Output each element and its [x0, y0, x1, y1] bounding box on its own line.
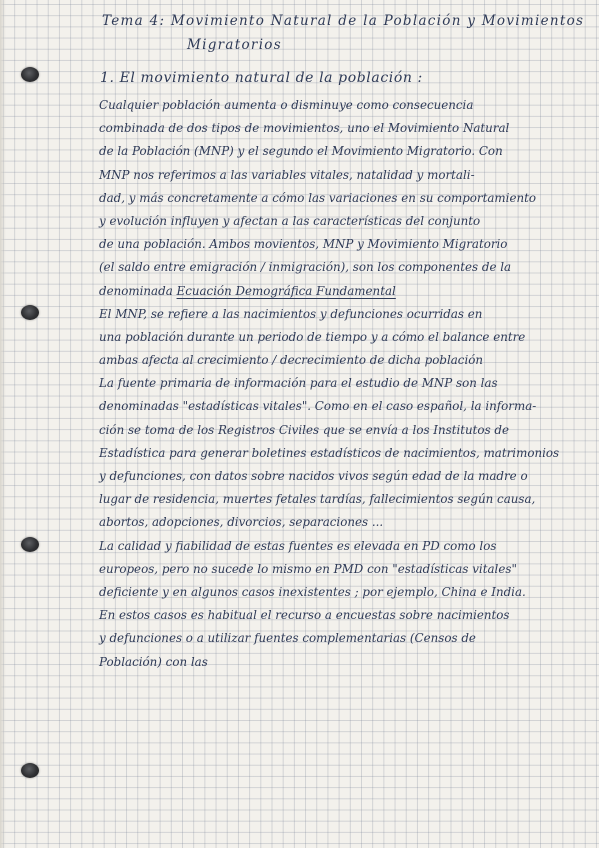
text-line: La fuente primaria de información para el estudio de MNP son las [99, 376, 498, 391]
text-line-with-term [99, 280, 593, 303]
text-line: deficiente y en algunos casos inexistentes ; por ejemplo, China e India. [99, 584, 526, 599]
binder-hole [21, 67, 39, 82]
text-line: dad, y más concretamente a cómo las variaciones en su comportamiento [99, 190, 537, 205]
text-line: En estos casos es habitual el recurso a encuestas sobre nacimientos [99, 608, 510, 623]
text-line: (el saldo entre emigración / inmigración), son los componentes de la [99, 260, 512, 275]
binder-hole [21, 537, 39, 552]
text-line: Población) con las [99, 654, 208, 669]
text-line: y defunciones, con datos sobre nacidos vivos según edad de la madre o [99, 469, 528, 483]
text-fragment: denominada [99, 283, 177, 298]
text-line: ambas afecta al crecimiento / decrecimiento de dicha población [99, 353, 484, 368]
text-line: abortos, adopciones, divorcios, separaciones ... [99, 515, 384, 530]
text-line: Cualquier población aumenta o disminuye como consecuencia [99, 98, 474, 112]
text-line: Estadística para generar boletines estadísticos de nacimientos, matrimonios [99, 445, 560, 460]
text-line: lugar de residencia, muertes fetales tardías, fallecimientos según causa, [99, 492, 536, 507]
binder-hole [21, 305, 39, 320]
page-edge [0, 0, 6, 848]
handwritten-body [99, 94, 599, 674]
section-heading: 1. El movimiento natural de la población : [100, 70, 423, 86]
text-line: de una población. Ambos movientos, MNP y Movimiento Migratorio [99, 237, 508, 252]
text-line: europeos, pero no sucede lo mismo en PMD con "estadísticas vitales" [99, 561, 517, 576]
text-line: El MNP, se refiere a las nacimientos y defunciones ocurridas en [99, 306, 483, 321]
underlined-term: Ecuación Demográfica Fundamental [176, 283, 396, 298]
text-line: denominadas "estadísticas vitales". Como en el caso español, la informa- [99, 399, 537, 414]
binder-hole [21, 763, 39, 778]
text-line: una población durante un periodo de tiempo y a cómo el balance entre [99, 329, 526, 344]
text-line: MNP nos referimos a las variables vitales, natalidad y mortali- [99, 167, 475, 182]
text-line: La calidad y fiabilidad de estas fuentes es elevada en PD como los [99, 538, 497, 553]
text-line: y evolución influyen y afectan a las características del conjunto [99, 213, 481, 228]
page-title-continuation: Migratorios [187, 37, 282, 53]
text-line: y defunciones o a utilizar fuentes complementarias (Censos de [99, 631, 476, 646]
page-title: Tema 4: Movimiento Natural de la Población y Movimientos [102, 13, 585, 29]
text-line: de la Población (MNP) y el segundo el Movimiento Migratorio. Con [99, 144, 503, 159]
text-line: ción se toma de los Registros Civiles que se envía a los Institutos de [99, 422, 510, 437]
text-line: combinada de dos tipos de movimientos, uno el Movimiento Natural [99, 121, 510, 136]
